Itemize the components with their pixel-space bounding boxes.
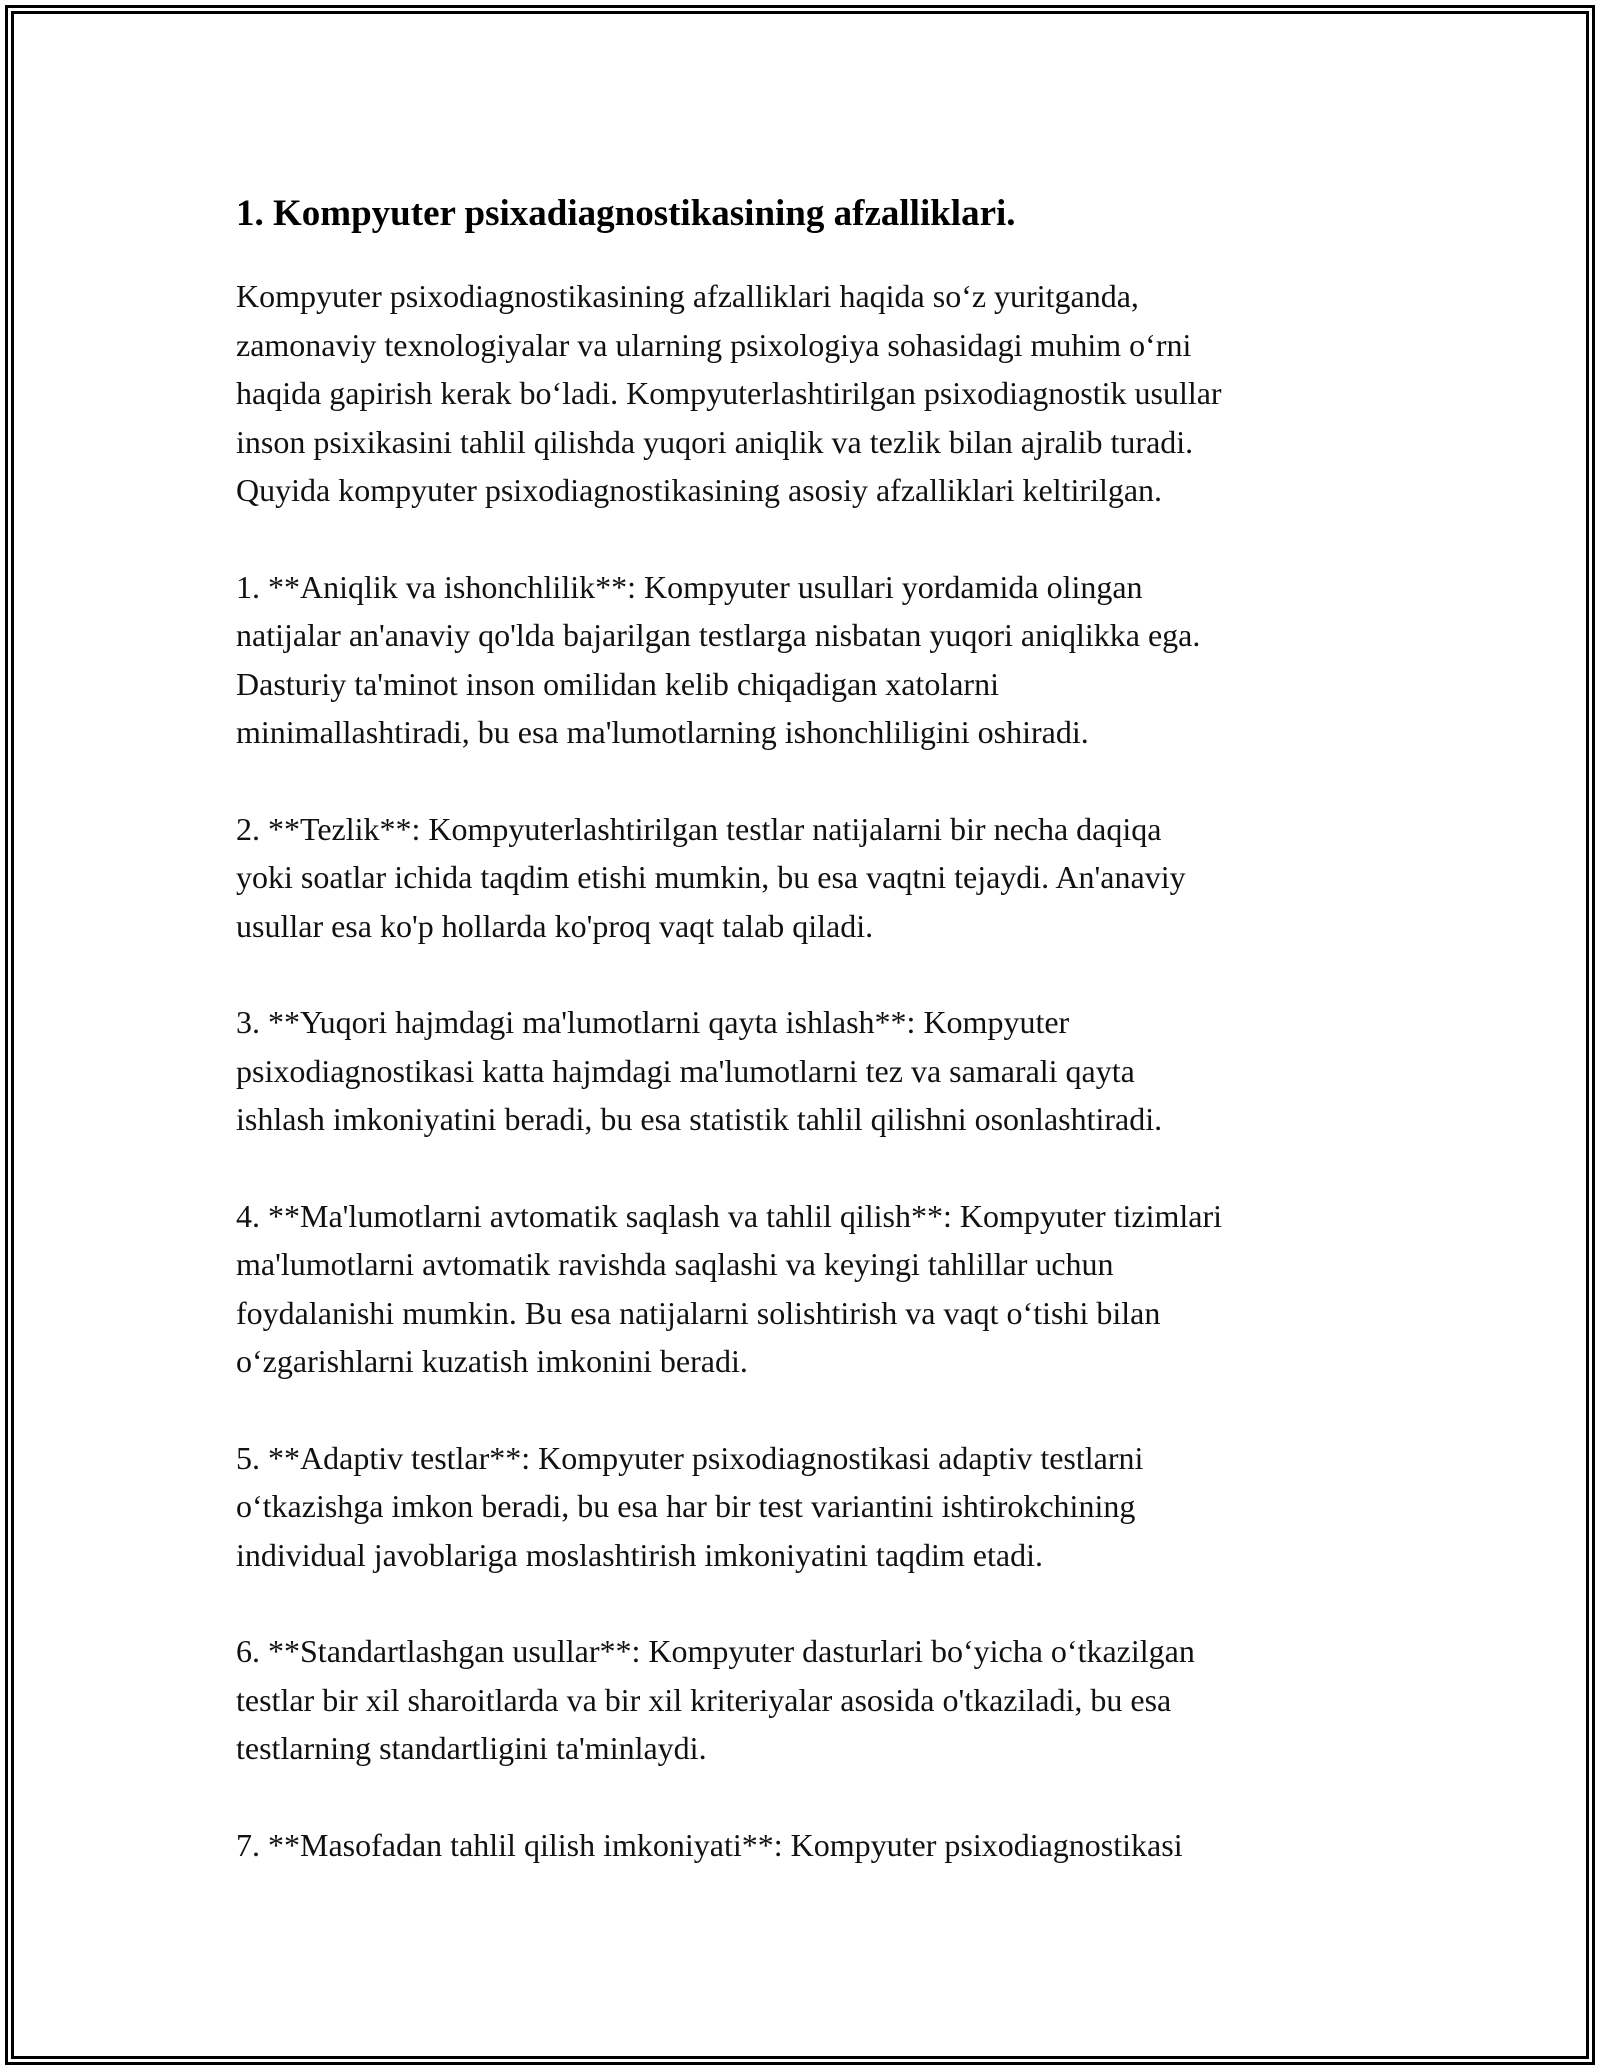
text-line: o‘tkazishga imkon beradi, bu esa har bir test variantini ishtirokchining — [236, 1488, 1136, 1524]
text-line: 7. **Masofadan tahlil qilish imkoniyati**: Kompyuter psixodiagnostikasi — [236, 1826, 1183, 1863]
text-line: haqida gapirish kerak bo‘ladi. Kompyuterlashtirilgan psixodiagnostik usullar — [236, 375, 1222, 411]
text-line: zamonaviy texnologiyalar va ularning psixologiya sohasidagi muhim o‘rni — [236, 326, 1192, 363]
text-line: foydalanishi mumkin. Bu esa natijalarni solishtirish va vaqt o‘tishi bilan — [236, 1294, 1161, 1331]
text-line: 6. **Standartlashgan usullar**: Kompyuter dasturlari bo‘yicha o‘tkazilgan — [236, 1633, 1195, 1669]
text-line: minimallashtiradi, bu esa ma'lumotlarning ishonchliligini oshiradi. — [236, 714, 1089, 750]
text-line: natijalar an'anaviy qo'lda bajarilgan testlarga nisbatan yuqori aniqlikka ega. — [236, 617, 1201, 653]
text-line: 3. **Yuqori hajmdagi ma'lumotlarni qayta ishlash**: Kompyuter — [236, 1004, 1070, 1040]
text-line: usullar esa ko'p hollarda ko'proq vaqt talab qiladi. — [236, 907, 874, 944]
text-line: Dasturiy ta'minot inson omilidan kelib chiqadigan xatolarni — [236, 665, 999, 702]
text-line: Kompyuter psixodiagnostikasining afzalliklari haqida so‘z yuritganda, — [236, 278, 1139, 314]
document-title: 1. Kompyuter psixadiagnostikasining afzalliklari. — [236, 193, 1016, 234]
text-line: ma'lumotlarni avtomatik ravishda saqlashi va keyingi tahlillar uchun — [236, 1246, 1114, 1282]
document-page — [236, 186, 1376, 1869]
paragraph — [236, 563, 1376, 757]
text-line: o‘zgarishlarni kuzatish imkonini beradi. — [236, 1343, 748, 1379]
paragraph — [236, 272, 1376, 515]
text-line: testlar bir xil sharoitlarda va bir xil kriteriyalar asosida o'tkaziladi, bu esa — [236, 1681, 1172, 1718]
paragraph — [236, 1434, 1376, 1580]
paragraph — [236, 1627, 1376, 1773]
paragraph — [236, 1192, 1376, 1386]
text-line: Quyida kompyuter psixodiagnostikasining asosiy afzalliklari keltirilgan. — [236, 472, 1163, 508]
text-line: 1. **Aniqlik va ishonchlilik**: Kompyuter usullari yordamida olingan — [236, 568, 1143, 605]
text-line: ishlash imkoniyatini beradi, bu esa statistik tahlil qilishni osonlashtiradi. — [236, 1101, 1163, 1137]
paragraph — [236, 1821, 1376, 1870]
document-body — [236, 272, 1376, 1869]
text-line: yoki soatlar ichida taqdim etishi mumkin, bu esa vaqtni tejaydi. An'anaviy — [236, 859, 1186, 895]
paragraph — [236, 805, 1376, 951]
text-line: inson psixikasini tahlil qilishda yuqori aniqlik va tezlik bilan ajralib turadi. — [236, 423, 1194, 460]
text-line: individual javoblariga moslashtirish imkoniyatini taqdim etadi. — [236, 1536, 1043, 1573]
text-line: psixodiagnostikasi katta hajmdagi ma'lumotlarni tez va samarali qayta — [236, 1052, 1135, 1089]
text-line: testlarning standartligini ta'minlaydi. — [236, 1730, 707, 1766]
text-line: 4. **Ma'lumotlarni avtomatik saqlash va tahlil qilish**: Kompyuter tizimlari — [236, 1197, 1223, 1234]
text-line: 5. **Adaptiv testlar**: Kompyuter psixodiagnostikasi adaptiv testlarni — [236, 1439, 1144, 1476]
paragraph — [236, 998, 1376, 1144]
text-line: 2. **Tezlik**: Kompyuterlashtirilgan testlar natijalarni bir necha daqiqa — [236, 810, 1162, 847]
